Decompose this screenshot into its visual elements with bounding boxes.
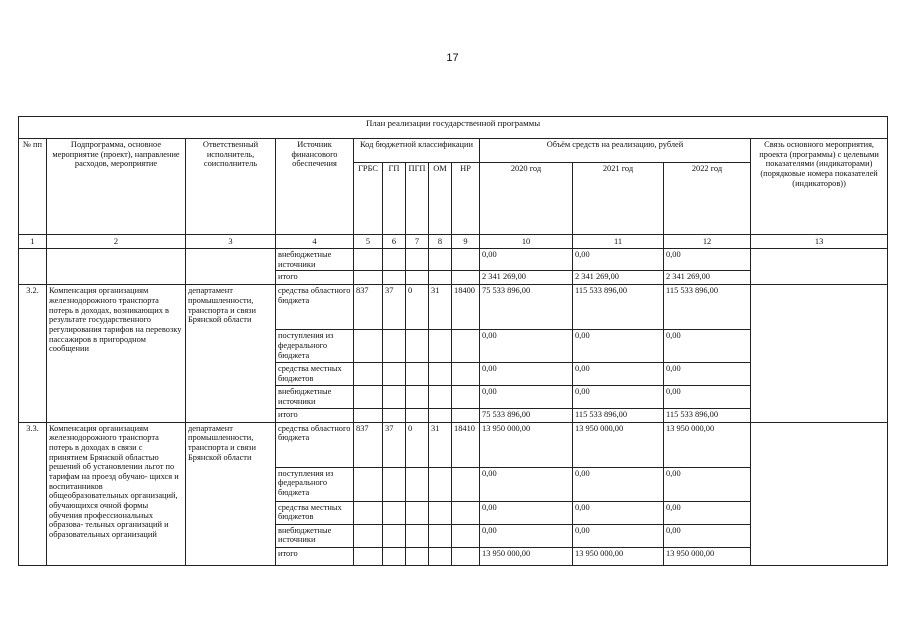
nr-cell: 18400: [452, 285, 480, 330]
value-2021: 0,00: [573, 330, 664, 363]
value-2020: 75 533 896,00: [480, 408, 573, 422]
header-grbs: ГРБС: [354, 163, 383, 235]
source-cell: внебюджетные источники: [276, 249, 354, 271]
column-number: 13: [751, 235, 888, 249]
value-2020: 0,00: [480, 501, 573, 524]
header-budget-code: Код бюджетной классификации: [354, 139, 480, 163]
column-number-row: [19, 235, 888, 249]
source-cell: средства местных бюджетов: [276, 501, 354, 524]
column-number: 7: [406, 235, 429, 249]
om-cell: 31: [429, 285, 452, 330]
source-cell: внебюджетные источники: [276, 386, 354, 408]
header-num: № пп: [19, 139, 47, 235]
source-cell: средства областного бюджета: [276, 422, 354, 467]
table-row: [19, 285, 888, 330]
value-2020: 0,00: [480, 467, 573, 501]
grbs-cell: 837: [354, 422, 383, 467]
column-number: 9: [452, 235, 480, 249]
value-2022: 0,00: [664, 386, 751, 408]
gp-cell: 37: [383, 422, 406, 467]
value-2021: 0,00: [573, 386, 664, 408]
source-cell: внебюджетные источники: [276, 524, 354, 547]
section-executor: департамент промышленности, транспорта и связи Брянской области: [186, 422, 276, 565]
column-number: 6: [383, 235, 406, 249]
header-subprogram: Подпрограмма, основное мероприятие (проект), направление расходов, мероприятие: [47, 139, 186, 235]
header-gp: ГП: [383, 163, 406, 235]
source-cell: поступления из федерального бюджета: [276, 467, 354, 501]
section-executor: департамент промышленности, транспорта и связи Брянской области: [186, 285, 276, 422]
executor-cell: [186, 249, 276, 285]
page-number: 17: [446, 52, 459, 64]
pgp-cell: 0: [406, 285, 429, 330]
value-2021: 0,00: [573, 249, 664, 271]
value-2020: 0,00: [480, 363, 573, 386]
column-number: 3: [186, 235, 276, 249]
value-2021: 115 533 896,00: [573, 285, 664, 330]
column-number: 12: [664, 235, 751, 249]
value-2020: 13 950 000,00: [480, 422, 573, 467]
section-name: Компенсация организациям железнодорожного транспорта потерь в доходах, возникающих в результате государственного регулирования тарифов на перевозку пассажиров в пригородном сообщении: [47, 285, 186, 422]
value-2022: 2 341 269,00: [664, 271, 751, 285]
value-2021: 13 950 000,00: [573, 547, 664, 565]
section-num: 3.3.: [19, 422, 47, 565]
header-2021: 2021 год: [573, 163, 664, 235]
pgp-cell: 0: [406, 422, 429, 467]
column-number: 11: [573, 235, 664, 249]
subprogram-cell: [47, 249, 186, 285]
om-cell: 31: [429, 422, 452, 467]
value-2021: 0,00: [573, 524, 664, 547]
source-cell: итого: [276, 271, 354, 285]
source-cell: средства местных бюджетов: [276, 363, 354, 386]
table-title: План реализации государственной программы: [19, 117, 888, 139]
section-name: Компенсация организациям железнодорожного транспорта потерь в доходах в связи с принятием Брянской областью решений об установлении льгот по тарифам на проезд обучаю- щихся и воспитанников общеобразовательных организаций, обучающихся очной формы обучения профессиональных образова- тельных организаций и образовательных организаций: [47, 422, 186, 565]
value-2020: 75 533 896,00: [480, 285, 573, 330]
nr-cell: 18410: [452, 422, 480, 467]
value-2022: 115 533 896,00: [664, 285, 751, 330]
source-cell: средства областного бюджета: [276, 285, 354, 330]
column-number: 10: [480, 235, 573, 249]
table-row: [19, 249, 888, 271]
value-2020: 0,00: [480, 330, 573, 363]
value-2022: 0,00: [664, 524, 751, 547]
column-number: 5: [354, 235, 383, 249]
value-2022: 0,00: [664, 363, 751, 386]
value-2021: 0,00: [573, 467, 664, 501]
header-source: Источник финансового обеспечения: [276, 139, 354, 235]
value-2021: 0,00: [573, 501, 664, 524]
program-plan-table: [18, 116, 888, 566]
header-2022: 2022 год: [664, 163, 751, 235]
header-nr: НР: [452, 163, 480, 235]
column-number: 8: [429, 235, 452, 249]
value-2022: 13 950 000,00: [664, 547, 751, 565]
source-cell: итого: [276, 408, 354, 422]
grbs-cell: 837: [354, 285, 383, 330]
link-cell: [751, 285, 888, 422]
column-number: 4: [276, 235, 354, 249]
value-2022: 0,00: [664, 467, 751, 501]
header-2020: 2020 год: [480, 163, 573, 235]
section-num: 3.2.: [19, 285, 47, 422]
value-2021: 115 533 896,00: [573, 408, 664, 422]
source-cell: итого: [276, 547, 354, 565]
value-2020: 13 950 000,00: [480, 547, 573, 565]
value-2020: 0,00: [480, 386, 573, 408]
header-pgp: ПГП: [406, 163, 429, 235]
column-number: 2: [47, 235, 186, 249]
value-2021: 2 341 269,00: [573, 271, 664, 285]
value-2021: 0,00: [573, 363, 664, 386]
header-executor: Ответственный исполнитель, соисполнитель: [186, 139, 276, 235]
value-2022: 115 533 896,00: [664, 408, 751, 422]
num-cell: [19, 249, 47, 285]
value-2022: 0,00: [664, 330, 751, 363]
link-cell: [751, 422, 888, 565]
value-2022: 0,00: [664, 501, 751, 524]
source-cell: поступления из федерального бюджета: [276, 330, 354, 363]
value-2020: 0,00: [480, 524, 573, 547]
value-2022: 13 950 000,00: [664, 422, 751, 467]
value-2020: 2 341 269,00: [480, 271, 573, 285]
value-2022: 0,00: [664, 249, 751, 271]
value-2021: 13 950 000,00: [573, 422, 664, 467]
table-row: [19, 422, 888, 467]
link-cell: [751, 249, 888, 285]
header-funds: Объём средств на реализацию, рублей: [480, 139, 751, 163]
value-2020: 0,00: [480, 249, 573, 271]
header-om: ОМ: [429, 163, 452, 235]
header-link: Связь основного мероприятия, проекта (программы) с целевыми показателями (индикаторами) (порядковые номера показателей (индикаторов)): [751, 139, 888, 235]
column-number: 1: [19, 235, 47, 249]
gp-cell: 37: [383, 285, 406, 330]
